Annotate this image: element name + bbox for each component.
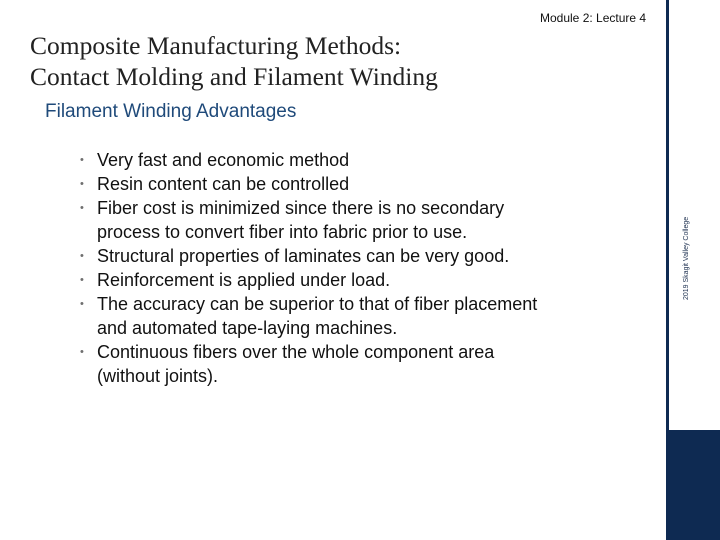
slide-subtitle: Filament Winding Advantages	[45, 101, 297, 122]
bullet-item	[80, 244, 640, 268]
bullet-text: Fiber cost is minimized since there is no secondary	[97, 198, 505, 218]
bullet-item	[80, 340, 640, 388]
bullet-icon: •	[80, 346, 84, 358]
copyright-credit: 2019 Skagit Valley College	[683, 216, 690, 300]
bullet-item	[80, 172, 640, 196]
bullet-item	[80, 148, 640, 172]
bullet-icon: •	[80, 274, 84, 286]
bullet-text: Continuous fibers over the whole component area	[97, 342, 495, 362]
bullet-list	[80, 148, 640, 388]
bullet-text: The accuracy can be superior to that of fiber placement	[97, 294, 538, 314]
slide-title-line-2: Contact Molding and Filament Winding	[30, 62, 438, 91]
sidebar-divider	[666, 430, 720, 433]
bullet-icon: •	[80, 202, 84, 214]
bullet-icon: •	[80, 250, 84, 262]
bullet-item	[80, 196, 640, 244]
bullet-text-continued: and automated tape-laying machines.	[97, 318, 398, 338]
bullet-text: Structural properties of laminates can be very good.	[97, 246, 510, 266]
bullet-item	[80, 268, 640, 292]
bullet-text-continued: (without joints).	[97, 366, 219, 386]
bullet-icon: •	[80, 154, 84, 166]
bullet-item	[80, 292, 640, 340]
bullet-text: Reinforcement is applied under load.	[97, 270, 391, 290]
bullet-text-continued: process to convert fiber into fabric prior to use.	[97, 222, 468, 242]
sidebar-panel	[666, 0, 720, 432]
bullet-text: Resin content can be controlled	[97, 174, 350, 194]
bullet-icon: •	[80, 178, 84, 190]
sidebar-edge	[666, 0, 669, 540]
bullet-icon: •	[80, 298, 84, 310]
bullet-text: Very fast and economic method	[97, 150, 350, 170]
slide-title-line-1: Composite Manufacturing Methods:	[30, 31, 402, 60]
slide-title	[30, 30, 660, 92]
module-label: Module 2: Lecture 4	[540, 11, 647, 25]
